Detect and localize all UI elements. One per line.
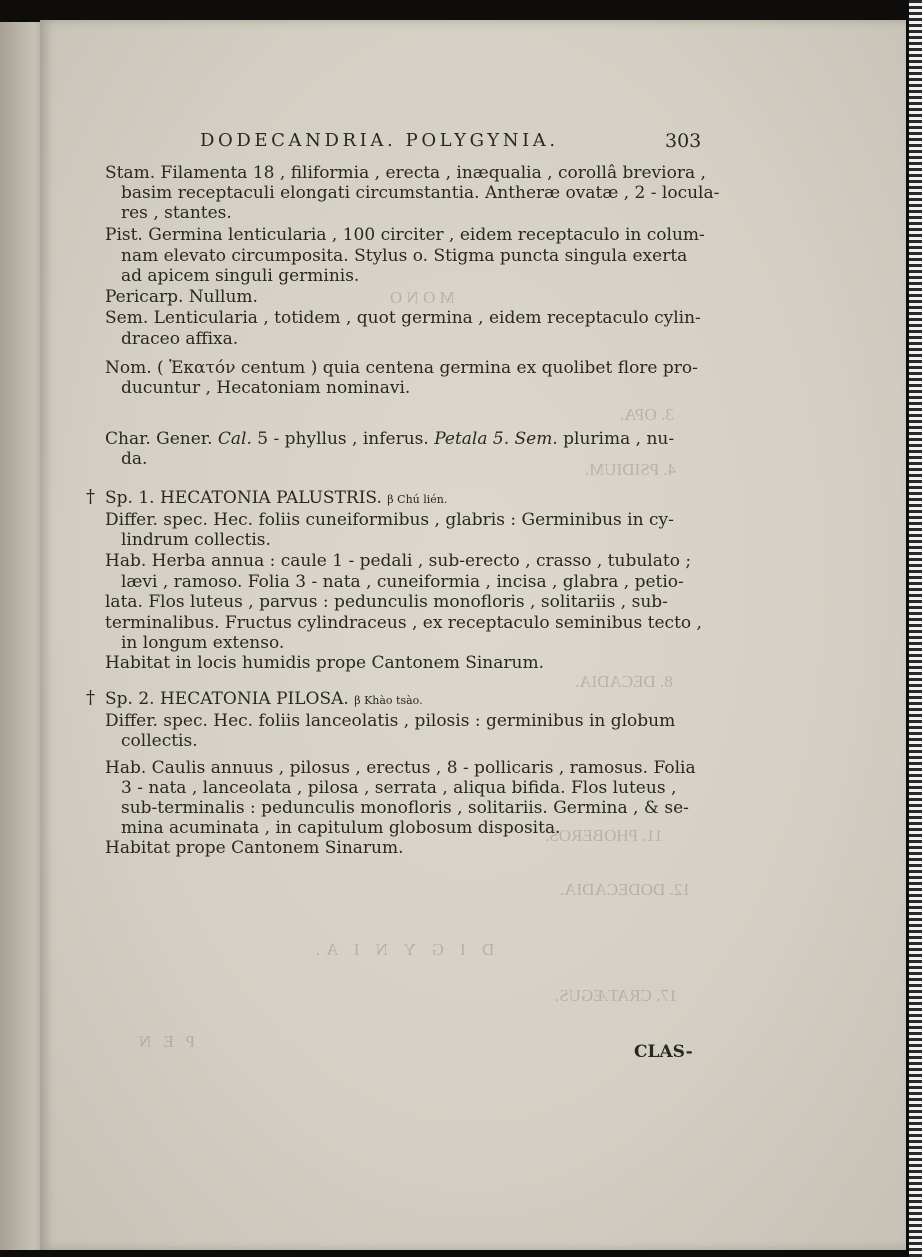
- text-line: Hab. Caulis annuus , pilosus , erectus , 8 - pollicaris , ramosus. Folia: [105, 758, 696, 778]
- bleed-through-text: 17. CRATÆGUS.: [555, 986, 678, 1005]
- scan-edge-marker: [909, 0, 922, 1257]
- text-line: Hab. Herba annua : caule 1 - pedali , sub-erecto , crasso , tubulato ;: [105, 551, 692, 571]
- page-number: 303: [665, 130, 702, 152]
- text-line: Pist. Germina lenticularia , 100 circiter , eidem receptaculo in colum-: [105, 225, 705, 245]
- dagger-mark: †: [86, 687, 95, 708]
- running-header: DODECANDRIA. POLYGYNIA.: [200, 130, 559, 151]
- char-gener: [105, 429, 674, 449]
- text-line: Habitat in locis humidis prope Cantonem Sinarum.: [105, 653, 544, 673]
- text-line: terminalibus. Fructus cylindraceus , ex receptaculo seminibus tecto ,: [105, 613, 702, 633]
- text-line: da.: [121, 449, 148, 469]
- species-heading: [105, 689, 423, 711]
- text-line: lindrum collectis.: [121, 530, 271, 550]
- bleed-through-text: D I G Y N I A.: [310, 940, 495, 959]
- bleed-through-text: 4. PSIDIUM.: [585, 460, 677, 479]
- text-line: nam elevato circumposita. Stylus o. Stigma puncta singula exerta: [121, 246, 688, 266]
- species-title: Sp. 2. HECATONIA PILOSA.: [105, 689, 349, 709]
- text-line: res , stantes.: [121, 203, 232, 223]
- species-heading: [105, 488, 447, 510]
- catchword: CLAS-: [634, 1042, 693, 1062]
- text-line: in longum extenso.: [121, 633, 285, 653]
- text-line: lævi , ramoso. Folia 3 - nata , cuneiformia , incisa , glabra , petio-: [121, 572, 684, 592]
- text-line: Pericarp. Nullum.: [105, 287, 258, 307]
- dagger-mark: †: [86, 486, 95, 507]
- text-line: Differ. spec. Hec. foliis cuneiformibus , glabris : Germinibus in cy-: [105, 510, 674, 530]
- text-line: Sem. Lenticularia , totidem , quot germina , eidem receptaculo cylin-: [105, 308, 701, 328]
- text-line: basim receptaculi elongati circumstantia. Antheræ ovatæ , 2 - locula-: [121, 183, 720, 203]
- text-line: lata. Flos luteus , parvus : pedunculis monofloris , solitariis , sub-: [105, 592, 668, 612]
- vernacular-name: β Chú lién.: [387, 493, 448, 506]
- text-line: Habitat prope Cantonem Sinarum.: [105, 838, 404, 858]
- cal-label: Cal.: [217, 429, 252, 449]
- species-title: Sp. 1. HECATONIA PALUSTRIS.: [105, 488, 382, 508]
- bleed-through-text: 11. PHOBEROS.: [545, 826, 663, 845]
- petala-text: Petala 5.: [434, 429, 510, 449]
- text-line: Stam. Filamenta 18 , filiformia , erecta , inæqualia , corollâ breviora ,: [105, 163, 706, 183]
- text-line: collectis.: [121, 731, 198, 751]
- bleed-through-text: M O N O: [390, 288, 455, 307]
- cal-text: 5 - phyllus , inferus.: [257, 429, 429, 449]
- sem-text: plurima , nu-: [563, 429, 675, 449]
- text-line: draceo affixa.: [121, 329, 239, 349]
- text-line: ad apicem singuli germinis.: [121, 266, 360, 286]
- bleed-through-text: P E N: [135, 1032, 195, 1051]
- text-line: 3 - nata , lanceolata , pilosa , serrata , aliqua bifida. Flos luteus ,: [121, 778, 677, 798]
- bleed-through-text: 8. DECADIA.: [575, 672, 673, 691]
- vernacular-name: β Khào tsào.: [354, 694, 423, 707]
- text-line: mina acuminata , in capitulum globosum disposita.: [121, 818, 561, 838]
- text-line: ducuntur , Hecatoniam nominavi.: [121, 378, 411, 398]
- bleed-through-text: 12. DODECADIA.: [560, 880, 691, 899]
- text-line: Differ. spec. Hec. foliis lanceolatis , pilosis : germinibus in globum: [105, 711, 676, 731]
- sem-label: Sem.: [514, 429, 558, 449]
- char-gener-label: Char. Gener.: [105, 429, 213, 449]
- text-line: sub-terminalis : pedunculis monofloris , solitariis. Germina , & se-: [121, 798, 689, 818]
- text-line: Nom. ( Ἑκατόν centum ) quia centena germina ex quolibet flore pro-: [105, 358, 698, 378]
- bleed-through-text: 3. OPA.: [620, 405, 674, 424]
